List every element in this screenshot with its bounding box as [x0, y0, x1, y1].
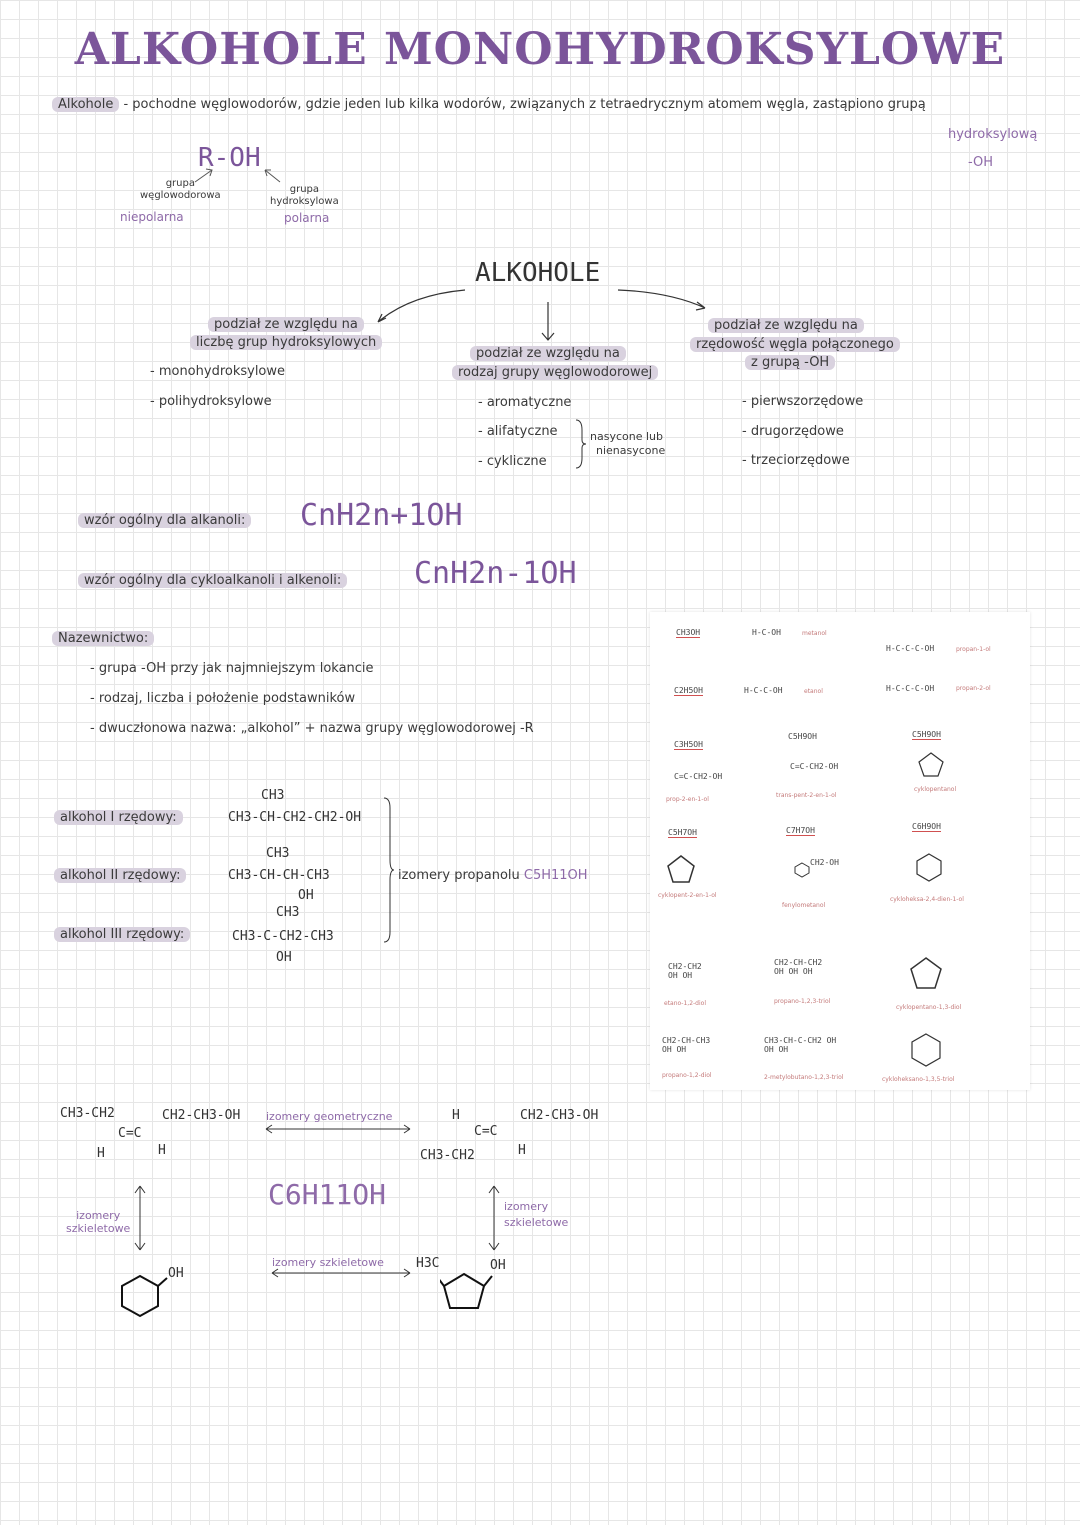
- oh-left: OH: [168, 1266, 184, 1281]
- bracket-note-1: nasycone lub: [590, 430, 663, 443]
- card-struct: H-C-C-OH: [744, 686, 783, 695]
- geo-isomers-label: izomery geometryczne: [266, 1110, 393, 1123]
- definition-text: - pochodne węglowodorów, gdzie jeden lub kilka wodorów, związanych z tetraedrycznym atomem węgla, zastąpiono grupą: [123, 97, 926, 112]
- skel-label-bottom: izomery szkieletowe: [272, 1256, 384, 1269]
- card-struct: H-C-C-C-OH: [886, 644, 935, 653]
- card-name: cykloheksa-2,4-dien-1-ol: [890, 896, 964, 903]
- skel-arrow-right: [484, 1184, 504, 1254]
- left-heading-2: liczbę grup hydroksylowych: [190, 335, 382, 350]
- definition-line: [52, 97, 926, 112]
- card-struct: CH2-CH-CH3 OH OH: [662, 1036, 711, 1054]
- card-formula: CH3OH: [676, 628, 701, 637]
- definition-group-name: hydroksylową: [948, 127, 1038, 142]
- middle-item: - aromatyczne: [478, 395, 572, 410]
- right-item: - trzeciorzędowe: [742, 453, 850, 468]
- skel-label-right: izomery szkieletowe: [504, 1200, 569, 1229]
- nomenclature-item: - dwuczłonowa nazwa: „alkohol” + nazwa grupy węglowodorowej -R: [90, 721, 534, 736]
- left-item: - monohydroksylowe: [150, 364, 286, 379]
- right-item: - pierwszorzędowe: [742, 394, 864, 409]
- order-top: CH3: [261, 788, 285, 803]
- order-bottom: OH: [276, 950, 292, 965]
- card-struct: H-C-C-C-OH: [886, 684, 935, 693]
- order-label: alkohol III rzędowy:: [54, 927, 190, 942]
- card-name: cykloheksano-1,3,5-triol: [882, 1076, 955, 1083]
- card-ring: [794, 862, 810, 878]
- reference-card: [650, 612, 1030, 1090]
- general-formula: R-OH: [198, 143, 261, 173]
- card-name: propano-1,2,3-triol: [774, 998, 831, 1005]
- order-main: CH3-CH-CH2-CH2-OH: [228, 810, 362, 825]
- card-name: metanol: [802, 630, 827, 637]
- card-ring: [916, 750, 946, 780]
- cyclo-label: wzór ogólny dla cykloalkanoli i alkenoli:: [78, 573, 347, 588]
- iso-left-h2: H: [158, 1143, 166, 1158]
- card-struct: C=C-CH2-OH: [674, 772, 723, 781]
- nomenclature-heading: Nazewnictwo:: [52, 631, 154, 646]
- skel-arrow-bottom: [270, 1266, 414, 1280]
- order-bottom: OH: [298, 888, 314, 903]
- card-name: cyklopentano-1,3-diol: [896, 1004, 962, 1011]
- iso-left-top-1: CH3-CH2: [60, 1106, 115, 1121]
- middle-heading-1: podział ze względu na: [470, 346, 626, 361]
- h3c-label: H3C: [416, 1256, 440, 1271]
- order-main: CH3-C-CH2-CH3: [232, 929, 334, 944]
- order-label: alkohol II rzędowy:: [54, 868, 186, 883]
- card-name: etano-1,2-diol: [664, 1000, 706, 1007]
- middle-heading-2: rodzaj grupy węglowodorowej: [452, 365, 658, 380]
- iso-right-bottom: CH3-CH2: [420, 1148, 475, 1163]
- page-title: ALKOHOLE MONOHYDROKSYLOWE: [74, 24, 1006, 75]
- left-polarity: niepolarna: [120, 210, 184, 224]
- skel-label-left: izomery szkieletowe: [66, 1209, 131, 1235]
- card-name: fenylometanol: [782, 902, 826, 909]
- card-struct: C=C-CH2-OH: [790, 762, 839, 771]
- card-ring: [664, 852, 698, 886]
- cyclopentanol-structure: [440, 1268, 500, 1318]
- iso-right-cc: C=C: [474, 1124, 498, 1139]
- iso-left-h1: H: [97, 1146, 105, 1161]
- iso-left-cc: C=C: [118, 1126, 142, 1141]
- card-struct: CH2-CH2 OH OH: [668, 962, 702, 980]
- card-name: 2-metylobutano-1,2,3-triol: [764, 1074, 844, 1081]
- card-name: etanol: [804, 688, 823, 695]
- alkanols-label: wzór ogólny dla alkanoli:: [78, 513, 251, 528]
- order-bracket: [382, 796, 396, 944]
- right-group-label: grupa hydroksylowa: [270, 184, 339, 207]
- iso-right-top-2: CH2-CH3-OH: [520, 1108, 599, 1123]
- card-formula: C5H7OH: [668, 828, 697, 837]
- nomenclature-item: - rodzaj, liczba i położenie podstawników: [90, 691, 356, 706]
- card-ring: [906, 1030, 946, 1070]
- geo-arrow: [264, 1122, 414, 1136]
- middle-bracket: [574, 418, 588, 470]
- isomers-propanol: izomery propanolu C5H11OH: [398, 868, 588, 883]
- iso-right-h: H: [452, 1108, 460, 1123]
- cyclo-formula: CnH2n-1OH: [414, 556, 577, 591]
- right-polarity: polarna: [284, 211, 330, 225]
- left-group-label: grupa węglowodorowa: [140, 178, 221, 201]
- card-formula: C7H7OH: [786, 826, 815, 835]
- card-name: propan-2-ol: [956, 685, 991, 692]
- card-ring: [914, 852, 944, 882]
- card-name: propan-1-ol: [956, 646, 991, 653]
- right-heading-2: rzędowość węgla połączonego: [690, 337, 900, 352]
- card-struct: H-C-OH: [752, 628, 781, 637]
- nomenclature-item: - grupa -OH przy jak najmniejszym lokancie: [90, 661, 374, 676]
- iso-right-h2: H: [518, 1143, 526, 1158]
- oh-right: OH: [490, 1258, 506, 1273]
- card-struct: CH3-CH-C-CH2 OH OH OH: [764, 1036, 837, 1054]
- definition-term: Alkohole: [52, 97, 119, 112]
- left-heading-1: podział ze względu na: [208, 317, 364, 332]
- order-main: CH3-CH-CH-CH3: [228, 868, 330, 883]
- card-ring: [906, 954, 946, 994]
- center-formula: C6H11OH: [268, 1178, 387, 1211]
- classification-center: ALKOHOLE: [475, 258, 601, 288]
- card-name: trans-pent-2-en-1-ol: [776, 792, 837, 799]
- bracket-note-2: nienasycone: [596, 444, 666, 457]
- card-formula: C6H9OH: [912, 822, 941, 831]
- cyclohexanol-structure: [115, 1272, 175, 1322]
- classification-arrows: [370, 280, 720, 350]
- right-item: - drugorzędowe: [742, 424, 844, 439]
- card-name: prop-2-en-1-ol: [666, 796, 709, 803]
- card-formula: C3H5OH: [674, 740, 703, 749]
- card-name: propano-1,2-diol: [662, 1072, 712, 1079]
- order-top: CH3: [266, 846, 290, 861]
- right-heading-1: podział ze względu na: [708, 318, 864, 333]
- card-struct: CH2-CH-CH2 OH OH OH: [774, 958, 823, 976]
- order-label: alkohol I rzędowy:: [54, 810, 183, 825]
- card-name: cyklopentanol: [914, 786, 957, 793]
- card-formula: C5H9OH: [912, 730, 941, 739]
- order-top: CH3: [276, 905, 300, 920]
- card-name: cyklopent-2-en-1-ol: [658, 892, 717, 899]
- alkanols-formula: CnH2n+1OH: [300, 498, 463, 533]
- middle-item: - alifatyczne: [478, 424, 558, 439]
- card-formula: C5H9OH: [788, 732, 817, 741]
- middle-item: - cykliczne: [478, 454, 547, 469]
- card-formula: C2H5OH: [674, 686, 703, 695]
- card-struct: CH2-OH: [810, 858, 839, 867]
- skel-arrow-left: [130, 1184, 150, 1254]
- definition-group-formula: -OH: [968, 155, 994, 170]
- right-heading-3: z grupą -OH: [745, 355, 835, 370]
- iso-left-top-2: CH2-CH3-OH: [162, 1108, 241, 1123]
- left-item: - polihydroksylowe: [150, 394, 272, 409]
